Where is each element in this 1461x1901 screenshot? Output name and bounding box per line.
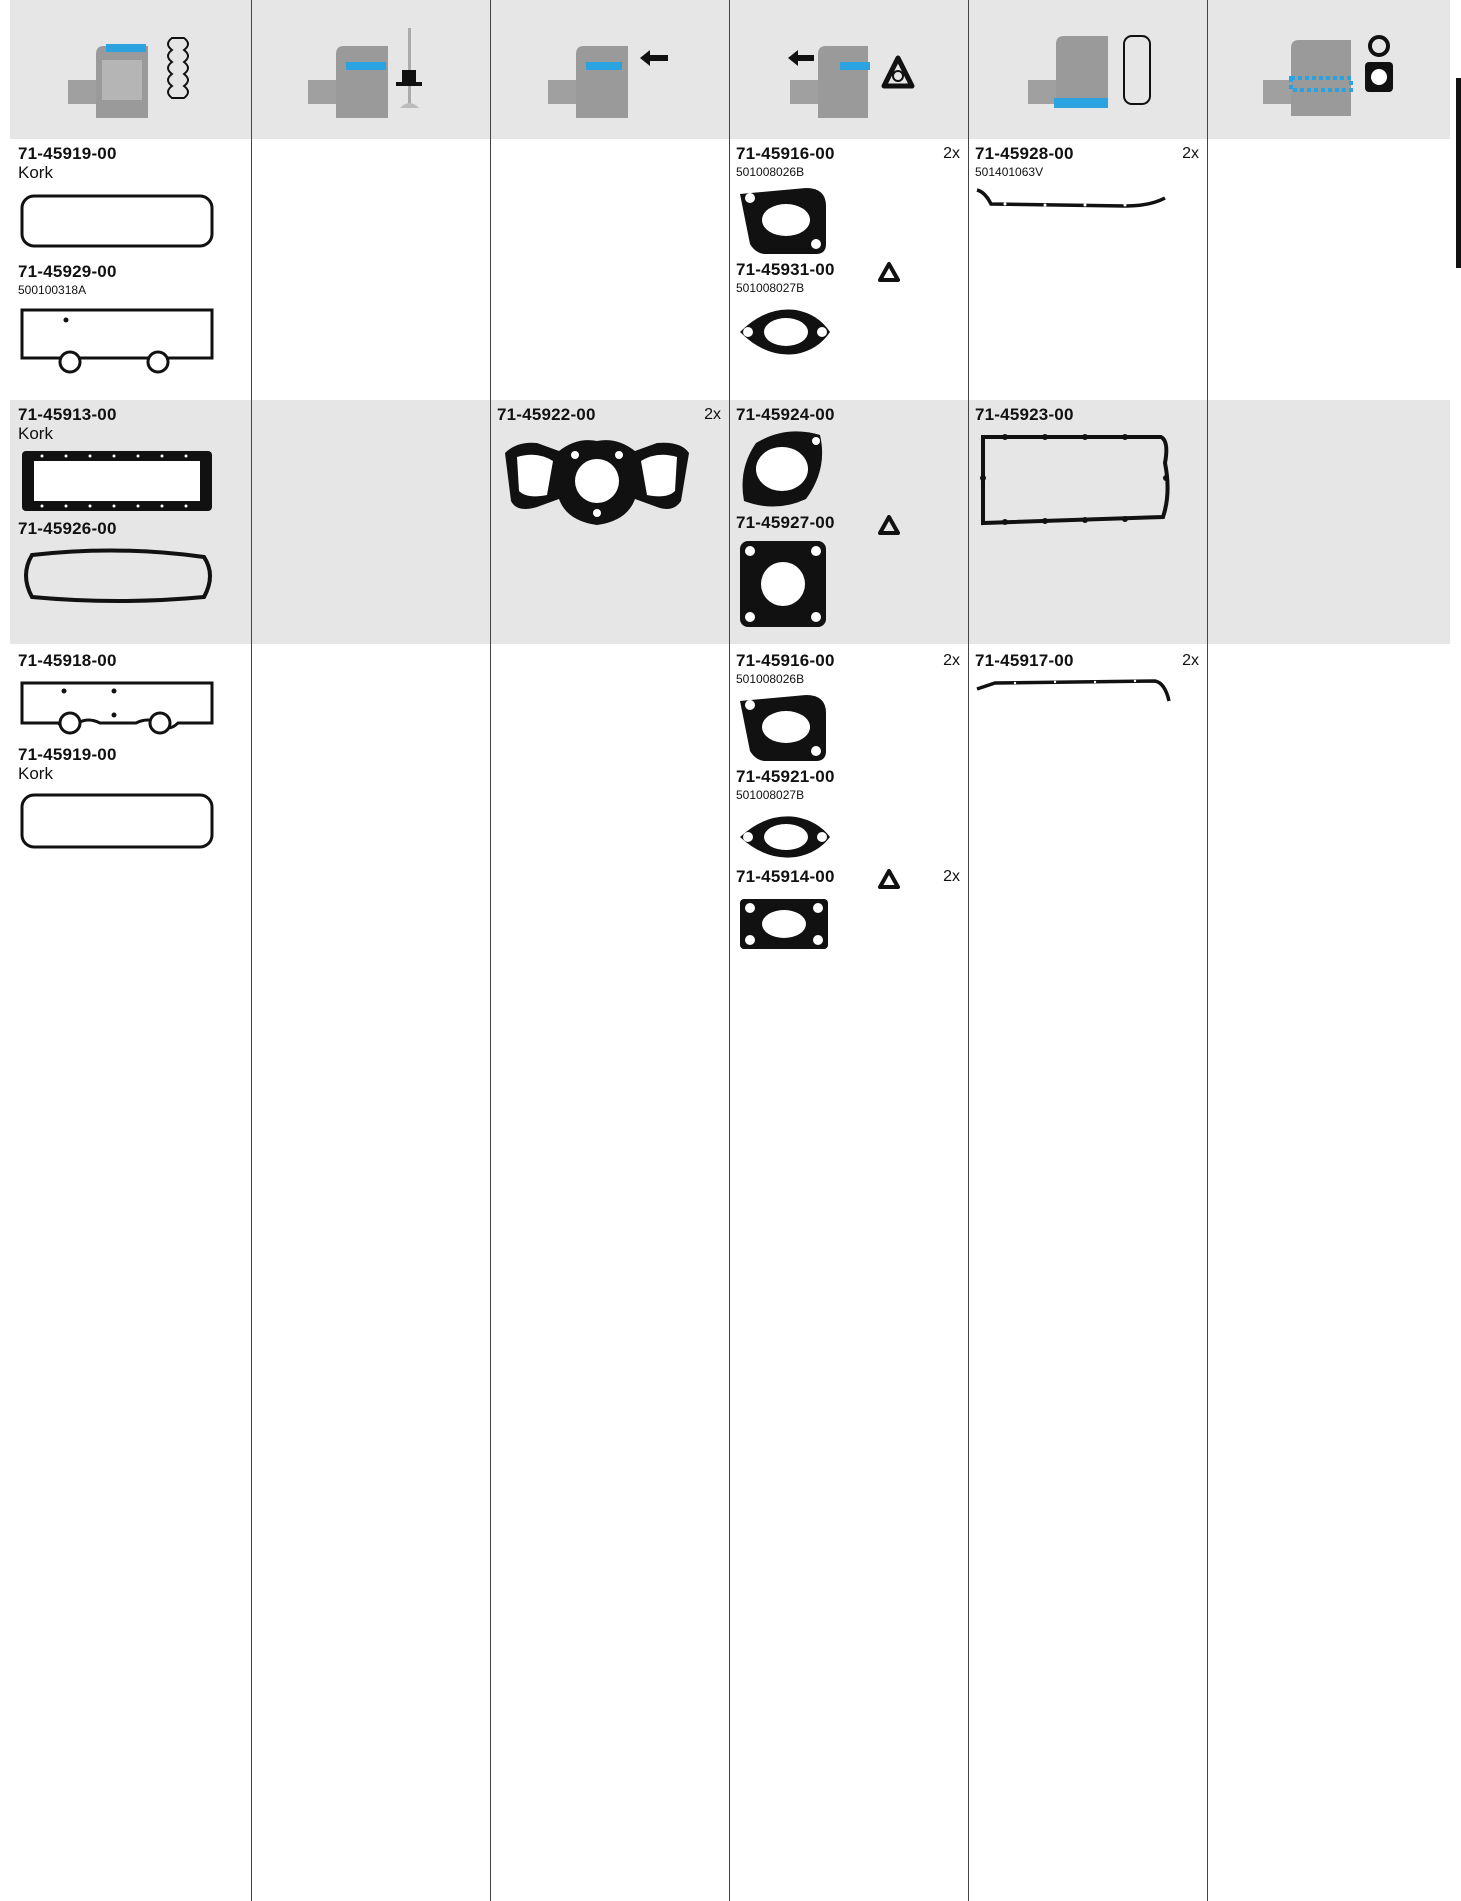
exhaust-flange-gasket-image xyxy=(736,184,836,258)
round-flange-gasket-image xyxy=(736,429,836,513)
oem-number: 501401063V xyxy=(975,165,1044,179)
oval-flange-gasket-image xyxy=(736,809,836,865)
part-number[interactable]: 71-45927-00 xyxy=(736,513,835,532)
part-number[interactable]: 71-45917-00 xyxy=(975,651,1074,670)
part-entry[interactable] xyxy=(975,144,1209,224)
engine-exhaust-manifold-icon xyxy=(780,18,920,118)
part-entry[interactable] xyxy=(18,144,252,258)
engine-crankshaft-seal-icon xyxy=(1255,18,1395,118)
row2-col3 xyxy=(497,405,731,533)
header-band xyxy=(10,0,1450,139)
valve-cover-gasket-image xyxy=(18,304,218,374)
valve-cover-gasket-image xyxy=(18,447,218,517)
part-number[interactable]: 71-45921-00 xyxy=(736,767,835,786)
row1-col1 xyxy=(18,144,252,374)
part-number[interactable]: 71-45928-00 xyxy=(975,144,1074,163)
part-number[interactable]: 71-45914-00 xyxy=(736,867,835,886)
part-number[interactable]: 71-45918-00 xyxy=(18,651,117,670)
part-entry[interactable] xyxy=(497,405,731,533)
part-entry[interactable] xyxy=(18,262,252,374)
row3-col4 xyxy=(736,651,970,955)
material-label: Kork xyxy=(18,163,53,182)
oem-number: 501008026B xyxy=(736,672,805,686)
exhaust-triangle-icon xyxy=(878,869,900,889)
oem-number: 501008027B xyxy=(736,788,805,802)
part-entry[interactable] xyxy=(18,651,252,743)
engine-valve-seal-icon xyxy=(300,18,440,118)
exhaust-triangle-icon xyxy=(878,515,900,535)
exhaust-flange-gasket-image xyxy=(736,691,836,765)
part-number[interactable]: 71-45913-00 xyxy=(18,405,117,424)
part-number[interactable]: 71-45919-00 xyxy=(18,144,117,163)
oil-pan-gasket-strip-image xyxy=(975,675,1175,715)
part-number[interactable]: 71-45929-00 xyxy=(18,262,117,281)
part-entry[interactable] xyxy=(975,405,1209,533)
row2-col4 xyxy=(736,405,970,631)
part-entry[interactable] xyxy=(18,745,252,859)
part-number[interactable]: 71-45916-00 xyxy=(736,651,835,670)
row3-col1 xyxy=(18,651,252,859)
part-number[interactable]: 71-45931-00 xyxy=(736,260,835,279)
part-entry[interactable] xyxy=(736,144,970,258)
quantity-label: 2x xyxy=(943,145,960,162)
valve-cover-gasket-image xyxy=(18,677,218,743)
part-entry[interactable] xyxy=(736,260,970,362)
part-entry[interactable] xyxy=(736,405,970,513)
part-number[interactable]: 71-45923-00 xyxy=(975,405,1074,424)
section-marker xyxy=(1456,78,1461,268)
row1-col4 xyxy=(736,144,970,362)
oem-number: 501008027B xyxy=(736,281,805,295)
material-label: Kork xyxy=(18,424,53,443)
square-flange-gasket-image xyxy=(736,539,836,631)
column-divider xyxy=(729,0,730,1901)
oval-flange-gasket-image xyxy=(736,302,836,362)
column-divider xyxy=(1207,0,1208,1901)
part-entry[interactable] xyxy=(736,867,970,955)
part-entry[interactable] xyxy=(975,651,1209,715)
engine-oil-pan-gasket-icon xyxy=(1020,18,1160,118)
intake-manifold-gasket-image xyxy=(497,433,697,533)
exhaust-triangle-icon xyxy=(878,262,900,282)
part-entry[interactable] xyxy=(18,405,252,517)
quantity-label: 2x xyxy=(943,868,960,885)
engine-valve-cover-gasket-icon xyxy=(60,18,200,118)
quantity-label: 2x xyxy=(704,406,721,423)
oem-number: 500100318A xyxy=(18,283,87,297)
valve-cover-gasket-image xyxy=(18,188,218,258)
part-entry[interactable] xyxy=(18,519,252,607)
engine-intake-manifold-icon xyxy=(540,18,680,118)
part-entry[interactable] xyxy=(736,651,970,765)
row3-col5 xyxy=(975,651,1209,715)
row1-col5 xyxy=(975,144,1209,224)
oil-pan-gasket-frame-image xyxy=(975,433,1175,533)
part-number[interactable]: 71-45922-00 xyxy=(497,405,596,424)
part-number[interactable]: 71-45916-00 xyxy=(736,144,835,163)
part-number[interactable]: 71-45919-00 xyxy=(18,745,117,764)
quantity-label: 2x xyxy=(1182,145,1199,162)
rect-flange-gasket-image xyxy=(736,895,836,955)
column-divider xyxy=(490,0,491,1901)
oem-number: 501008026B xyxy=(736,165,805,179)
material-label: Kork xyxy=(18,764,53,783)
oil-pan-gasket-strip-image xyxy=(975,184,1175,224)
part-entry[interactable] xyxy=(736,767,970,865)
valve-cover-gasket-image xyxy=(18,545,218,607)
part-entry[interactable] xyxy=(736,513,970,631)
valve-cover-gasket-image xyxy=(18,789,218,859)
part-number[interactable]: 71-45926-00 xyxy=(18,519,117,538)
quantity-label: 2x xyxy=(943,652,960,669)
row2-col5 xyxy=(975,405,1209,533)
row2-col1 xyxy=(18,405,252,607)
quantity-label: 2x xyxy=(1182,652,1199,669)
part-number[interactable]: 71-45924-00 xyxy=(736,405,835,424)
